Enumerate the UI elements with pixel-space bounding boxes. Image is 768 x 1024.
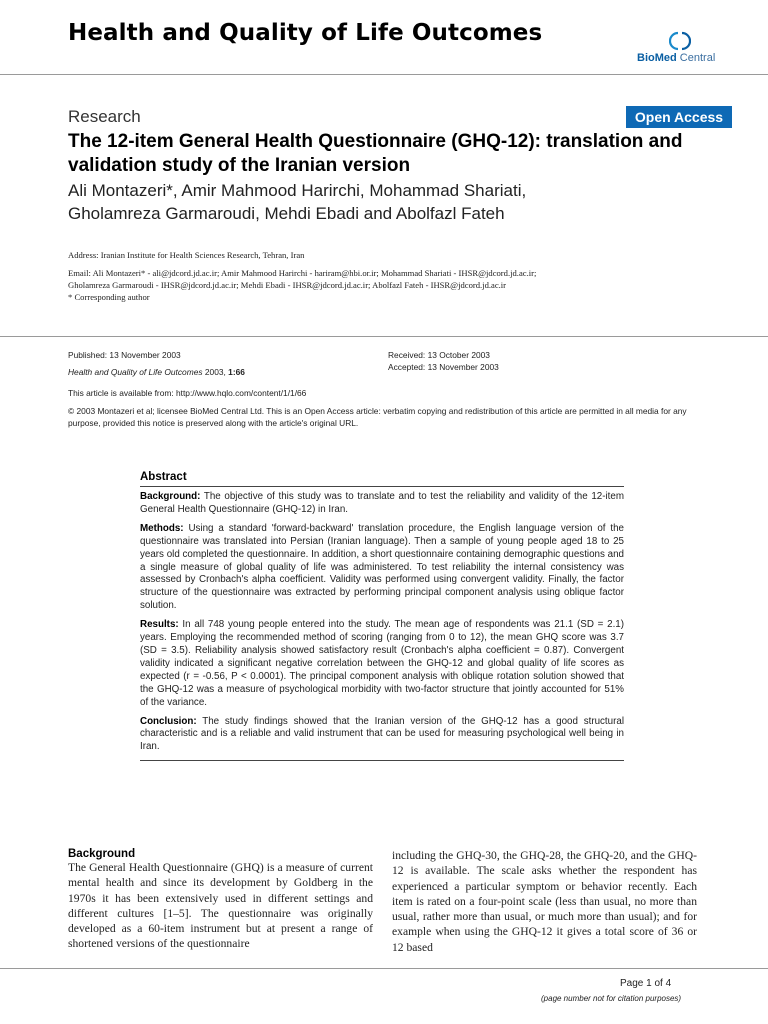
email-line-1: Email: Ali Montazeri* - ali@jdcord.jd.ac.ir; Amir Mahmood Harirchi - hariram@hbi.or.ir; Mohammad Shariati - IHSR@jdcord.jd.ac.ir;: [68, 268, 537, 278]
citation-year: 2003,: [202, 367, 229, 377]
authors-line-2: Gholamreza Garmaroudi, Mehdi Ebadi and Abolfazl Fateh: [68, 204, 505, 223]
abstract-bottom-rule: [140, 760, 624, 761]
open-access-badge: Open Access: [626, 106, 732, 128]
abstract-top-rule: [140, 486, 624, 487]
footer-divider: [0, 968, 768, 969]
email-line-2: Gholamreza Garmaroudi - IHSR@jdcord.jd.ac.ir; Mehdi Ebadi - IHSR@jdcord.jd.ac.ir; Abolfazl Fateh - IHSR@jdcord.jd.ac.ir: [68, 280, 507, 290]
citation-journal: Health and Quality of Life Outcomes: [68, 367, 203, 377]
accepted-date: Accepted: 13 November 2003: [388, 362, 499, 372]
meta-divider: [0, 336, 768, 337]
abstract-results-label: Results:: [140, 619, 179, 631]
authors-line-1: Ali Montazeri*, Amir Mahmood Harirchi, Mohammad Shariati,: [68, 181, 527, 200]
article-url[interactable]: This article is available from: http://www.hqlo.com/content/1/1/66: [68, 388, 307, 398]
abstract-methods: [140, 523, 624, 613]
abstract-background: [140, 491, 624, 517]
abstract-conclusion: [140, 716, 624, 755]
background-text-right: including the GHQ-30, the GHQ-28, the GHQ-20, and the GHQ-12 is available. The scale asks whether the respondent has experienced a particular symptom or behavior recently. Each item is rated on a four-point scale (less than usual, no more than usual, rather more than usual, or much more than usual); and for example when using the GHQ-12 it gives a total score of 36 or 12 based: [392, 849, 697, 954]
biomed-central-logo: [637, 30, 717, 70]
article-title: The 12-item General Health Questionnaire (GHQ-12): translation and validation study of the Iranian version: [68, 131, 683, 176]
body-left-column: [68, 848, 373, 952]
address: Address: Iranian Institute for Health Sciences Research, Tehran, Iran: [68, 250, 305, 260]
abstract-background-text: The objective of this study was to translate and to test the reliability and validity of the 12-item General Health Questionnaire (GHQ-12) in Iran.: [140, 491, 624, 515]
abstract-heading: Abstract: [140, 471, 187, 483]
abstract-results-text: In all 748 young people entered into the study. The mean age of respondents was 21.1 (SD = 2.1) years. Employing the recommended method of scoring (ranging from 0 to 12), the mean GHQ score was 3.7 (SD = 3.5). Reliability analysis showed satisfactory result (Cronbach's alpha coefficient = 0.87). Convergent validity indicated a significant negative correlation between the GHQ-12 and global quality of life scores as expected (r = -0.56, P < 0.0001). The principal component analysis with oblique rotation solution showed that the GHQ-12 was a measure of psychological morbidity with two-factor structure that jointly accounted for 51% of the variance.: [140, 619, 624, 708]
article-type: Research: [68, 107, 141, 126]
citation: [68, 366, 245, 378]
page-note: (page number not for citation purposes): [541, 994, 682, 1003]
abstract-results: [140, 619, 624, 709]
citation-volume: 1:66: [228, 367, 245, 377]
abstract-conclusion-text: The study findings showed that the Iranian version of the GHQ-12 has a good structural characteristic and is a reliable and valid instrument that can be used for measuring psychological well being in Iran.: [140, 715, 624, 753]
background-text-left: The General Health Questionnaire (GHQ) is a measure of current mental health and since its development by Goldberg in the 1970s it has been extensively used in different settings and different cultures [1–5]. The questionnaire was originally developed as a 60-item instrument but at present a range of shortened versions of the questionnaire: [68, 861, 373, 951]
corresponding-author: * Corresponding author: [68, 292, 150, 302]
journal-title: Health and Quality of Life Outcomes: [68, 20, 543, 46]
page-number: Page 1 of 4: [620, 978, 672, 989]
abstract-methods-text: Using a standard 'forward-backward' translation procedure, the English language version of the questionnaire was translated into Persian (Iranian language). Then a sample of young people aged 18 to 25 years old completed the questionnaire. In addition, a short questionnaire containing demographic questions and a single measure of global quality of life was administered. To test reliability the internal consistency was assessed by Cronbach's alpha coefficient. Validity was performed using convergent validity. Finally, the factor structure of the questionnaire was extracted by performing principal component analysis using oblique factor solution.: [140, 522, 624, 612]
background-heading: Background: [68, 848, 136, 860]
published-date: Published: 13 November 2003: [68, 350, 181, 360]
abstract-methods-label: Methods:: [140, 522, 184, 534]
biomed-logo-icon: [669, 30, 691, 52]
emails: [68, 267, 728, 303]
abstract-background-label: Background:: [140, 491, 201, 502]
logo-bio: BioMed: [637, 52, 677, 64]
authors: [68, 179, 728, 225]
copyright: © 2003 Montazeri et al; licensee BioMed Central Ltd. This is an Open Access article: verbatim copying and redistribution of this article are permitted in all media for any purpose, provided this notice is preserved along with the article's original URL.: [68, 406, 687, 428]
header-divider: [0, 74, 768, 75]
logo-central: Central: [679, 52, 716, 64]
logo-wordmark: [637, 52, 715, 64]
received-date: Received: 13 October 2003: [388, 350, 490, 360]
abstract: [140, 471, 624, 765]
abstract-conclusion-label: Conclusion:: [140, 715, 197, 727]
